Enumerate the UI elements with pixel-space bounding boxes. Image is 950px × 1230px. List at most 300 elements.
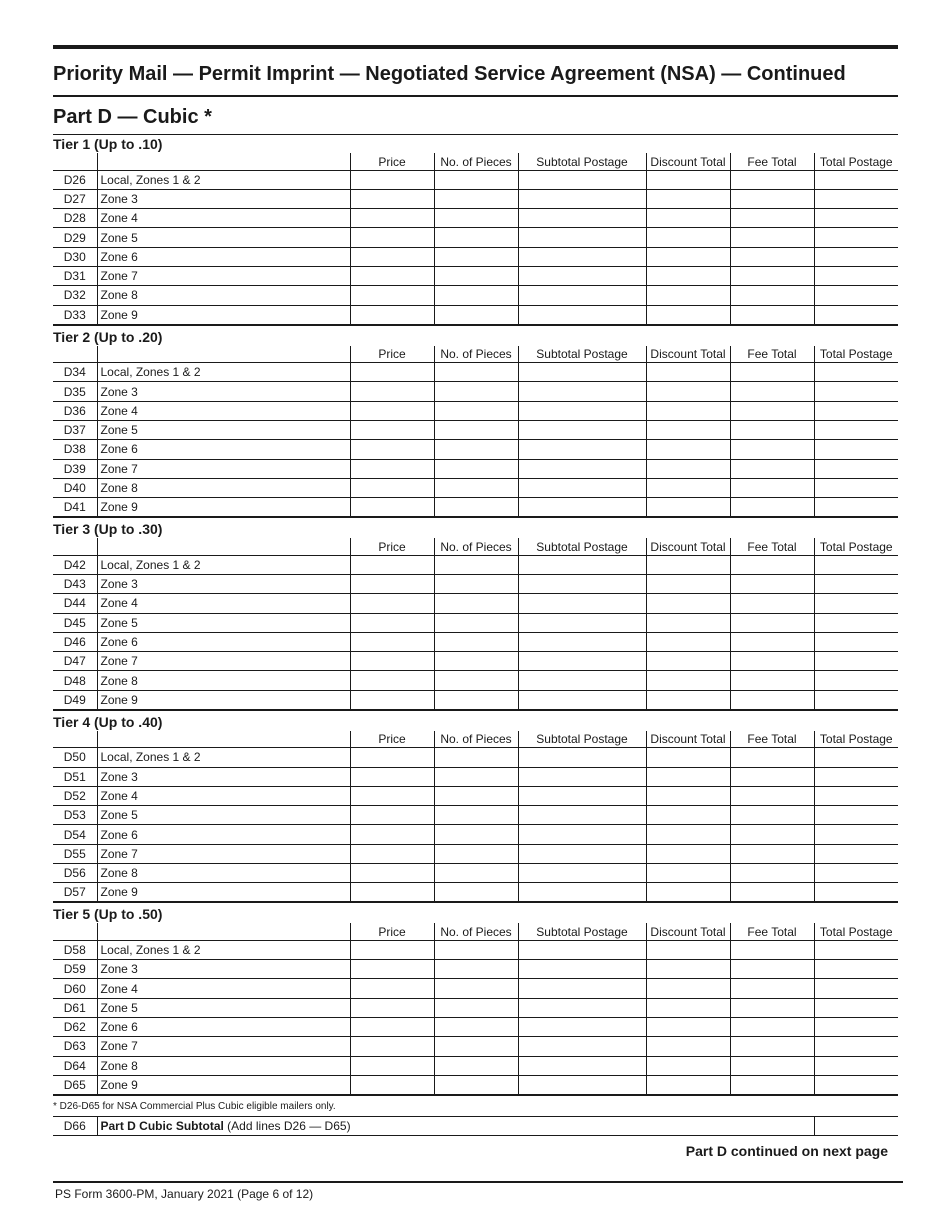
- line-code: D38: [53, 440, 97, 459]
- pieces-cell[interactable]: [434, 786, 518, 805]
- fee-total-cell[interactable]: [730, 1018, 814, 1037]
- subtotal-postage-cell[interactable]: [518, 420, 646, 439]
- pieces-cell[interactable]: [434, 401, 518, 420]
- pieces-cell[interactable]: [434, 671, 518, 690]
- fee-total-cell[interactable]: [730, 209, 814, 228]
- discount-total-cell[interactable]: [646, 864, 730, 883]
- line-code: D62: [53, 1018, 97, 1037]
- fee-total-cell[interactable]: [730, 844, 814, 863]
- pieces-cell[interactable]: [434, 632, 518, 651]
- price-cell[interactable]: [350, 806, 434, 825]
- discount-total-cell[interactable]: [646, 1018, 730, 1037]
- table-row: [53, 555, 898, 574]
- discount-total-cell[interactable]: [646, 478, 730, 497]
- subtotal-postage-cell[interactable]: [518, 440, 646, 459]
- fee-total-cell[interactable]: [730, 440, 814, 459]
- discount-total-cell[interactable]: [646, 420, 730, 439]
- line-code: D42: [53, 555, 97, 574]
- price-cell[interactable]: [350, 1056, 434, 1075]
- total-postage-cell[interactable]: [814, 228, 898, 247]
- fee-total-cell[interactable]: [730, 825, 814, 844]
- subtotal-postage-cell[interactable]: [518, 998, 646, 1017]
- pieces-cell[interactable]: [434, 594, 518, 613]
- table-row: [53, 209, 898, 228]
- total-postage-cell[interactable]: [814, 189, 898, 208]
- page-title: Priority Mail — Permit Imprint — Negotiated Service Agreement (NSA) — Continued: [53, 63, 846, 85]
- price-cell[interactable]: [350, 1037, 434, 1056]
- pieces-cell[interactable]: [434, 998, 518, 1017]
- column-header-price: Price: [350, 153, 434, 170]
- discount-total-cell[interactable]: [646, 632, 730, 651]
- pieces-cell[interactable]: [434, 286, 518, 305]
- subtotal-table: [53, 1117, 898, 1137]
- discount-total-cell[interactable]: [646, 574, 730, 593]
- subtotal-postage-cell[interactable]: [518, 1075, 646, 1095]
- price-cell[interactable]: [350, 382, 434, 401]
- column-header-price: Price: [350, 538, 434, 555]
- pieces-cell[interactable]: [434, 209, 518, 228]
- subtotal-postage-cell[interactable]: [518, 189, 646, 208]
- price-cell[interactable]: [350, 209, 434, 228]
- total-postage-cell[interactable]: [814, 363, 898, 382]
- discount-total-cell[interactable]: [646, 401, 730, 420]
- fee-total-cell[interactable]: [730, 613, 814, 632]
- fee-total-cell[interactable]: [730, 1056, 814, 1075]
- footnote: * D26-D65 for NSA Commercial Plus Cubic eligible mailers only.: [53, 1096, 898, 1117]
- price-cell[interactable]: [350, 1075, 434, 1095]
- column-header-subtotal-postage: Subtotal Postage: [518, 538, 646, 555]
- subtotal-postage-cell[interactable]: [518, 960, 646, 979]
- price-cell[interactable]: [350, 266, 434, 285]
- pieces-cell[interactable]: [434, 498, 518, 518]
- total-postage-cell[interactable]: [814, 555, 898, 574]
- pieces-cell[interactable]: [434, 748, 518, 767]
- discount-total-cell[interactable]: [646, 825, 730, 844]
- total-postage-cell[interactable]: [814, 478, 898, 497]
- price-cell[interactable]: [350, 652, 434, 671]
- line-label: Zone 8: [97, 286, 350, 305]
- total-postage-cell[interactable]: [814, 979, 898, 998]
- pieces-cell[interactable]: [434, 690, 518, 710]
- table-row: [53, 1056, 898, 1075]
- price-cell[interactable]: [350, 555, 434, 574]
- subtotal-postage-cell[interactable]: [518, 806, 646, 825]
- fee-total-cell[interactable]: [730, 401, 814, 420]
- total-postage-cell[interactable]: [814, 632, 898, 651]
- subtotal-postage-cell[interactable]: [518, 844, 646, 863]
- total-postage-cell[interactable]: [814, 1037, 898, 1056]
- discount-total-cell[interactable]: [646, 613, 730, 632]
- subtotal-postage-cell[interactable]: [518, 767, 646, 786]
- price-cell[interactable]: [350, 170, 434, 189]
- discount-total-cell[interactable]: [646, 228, 730, 247]
- total-postage-cell[interactable]: [814, 170, 898, 189]
- line-label: Zone 4: [97, 594, 350, 613]
- price-cell[interactable]: [350, 440, 434, 459]
- line-code: D30: [53, 247, 97, 266]
- fee-total-cell[interactable]: [730, 266, 814, 285]
- discount-total-cell[interactable]: [646, 690, 730, 710]
- total-postage-cell[interactable]: [814, 305, 898, 325]
- subtotal-total-cell[interactable]: [814, 1117, 898, 1136]
- subtotal-postage-cell[interactable]: [518, 555, 646, 574]
- total-postage-cell[interactable]: [814, 613, 898, 632]
- total-postage-cell[interactable]: [814, 940, 898, 959]
- discount-total-cell[interactable]: [646, 940, 730, 959]
- price-cell[interactable]: [350, 844, 434, 863]
- price-cell[interactable]: [350, 767, 434, 786]
- subtotal-postage-cell[interactable]: [518, 459, 646, 478]
- subtotal-postage-cell[interactable]: [518, 690, 646, 710]
- total-postage-cell[interactable]: [814, 401, 898, 420]
- total-postage-cell[interactable]: [814, 1018, 898, 1037]
- price-cell[interactable]: [350, 613, 434, 632]
- pieces-cell[interactable]: [434, 574, 518, 593]
- total-postage-cell[interactable]: [814, 960, 898, 979]
- pieces-cell[interactable]: [434, 363, 518, 382]
- subtotal-postage-cell[interactable]: [518, 228, 646, 247]
- pieces-cell[interactable]: [434, 189, 518, 208]
- price-cell[interactable]: [350, 883, 434, 903]
- discount-total-cell[interactable]: [646, 189, 730, 208]
- total-postage-cell[interactable]: [814, 652, 898, 671]
- price-cell[interactable]: [350, 420, 434, 439]
- price-cell[interactable]: [350, 228, 434, 247]
- discount-total-cell[interactable]: [646, 594, 730, 613]
- price-cell[interactable]: [350, 960, 434, 979]
- subtotal-postage-cell[interactable]: [518, 671, 646, 690]
- price-cell[interactable]: [350, 286, 434, 305]
- header-blank: [97, 538, 350, 555]
- subtotal-postage-cell[interactable]: [518, 286, 646, 305]
- price-cell[interactable]: [350, 247, 434, 266]
- fee-total-cell[interactable]: [730, 1075, 814, 1095]
- fee-total-cell[interactable]: [730, 748, 814, 767]
- fee-total-cell[interactable]: [730, 767, 814, 786]
- fee-total-cell[interactable]: [730, 1037, 814, 1056]
- table-row: [53, 613, 898, 632]
- price-cell[interactable]: [350, 864, 434, 883]
- price-cell[interactable]: [350, 305, 434, 325]
- tier-title: Tier 4 (Up to .40): [53, 713, 163, 730]
- total-postage-cell[interactable]: [814, 459, 898, 478]
- line-label: Zone 3: [97, 960, 350, 979]
- price-cell[interactable]: [350, 940, 434, 959]
- fee-total-cell[interactable]: [730, 594, 814, 613]
- price-cell[interactable]: [350, 459, 434, 478]
- discount-total-cell[interactable]: [646, 555, 730, 574]
- fee-total-cell[interactable]: [730, 555, 814, 574]
- column-header-total-postage: Total Postage: [814, 538, 898, 555]
- total-postage-cell[interactable]: [814, 286, 898, 305]
- fee-total-cell[interactable]: [730, 786, 814, 805]
- subtotal-postage-cell[interactable]: [518, 363, 646, 382]
- discount-total-cell[interactable]: [646, 748, 730, 767]
- total-postage-cell[interactable]: [814, 671, 898, 690]
- line-label: Zone 9: [97, 305, 350, 325]
- column-header-fee-total: Fee Total: [730, 538, 814, 555]
- price-cell[interactable]: [350, 979, 434, 998]
- discount-total-cell[interactable]: [646, 671, 730, 690]
- fee-total-cell[interactable]: [730, 420, 814, 439]
- column-header-total-postage: Total Postage: [814, 731, 898, 748]
- discount-total-cell[interactable]: [646, 767, 730, 786]
- subtotal-postage-cell[interactable]: [518, 498, 646, 518]
- fee-total-cell[interactable]: [730, 189, 814, 208]
- price-cell[interactable]: [350, 478, 434, 497]
- tier-section: [53, 328, 898, 519]
- fee-total-cell[interactable]: [730, 382, 814, 401]
- discount-total-cell[interactable]: [646, 440, 730, 459]
- subtotal-postage-cell[interactable]: [518, 748, 646, 767]
- pieces-cell[interactable]: [434, 613, 518, 632]
- total-postage-cell[interactable]: [814, 864, 898, 883]
- fee-total-cell[interactable]: [730, 286, 814, 305]
- price-cell[interactable]: [350, 1018, 434, 1037]
- fee-total-cell[interactable]: [730, 170, 814, 189]
- discount-total-cell[interactable]: [646, 979, 730, 998]
- discount-total-cell[interactable]: [646, 1056, 730, 1075]
- table-row: [53, 998, 898, 1017]
- fee-total-cell[interactable]: [730, 305, 814, 325]
- fee-total-cell[interactable]: [730, 228, 814, 247]
- tiers-container: [53, 135, 898, 1096]
- discount-total-cell[interactable]: [646, 960, 730, 979]
- header-blank: [53, 923, 97, 940]
- total-postage-cell[interactable]: [814, 883, 898, 903]
- line-label: Zone 7: [97, 266, 350, 285]
- pieces-cell[interactable]: [434, 228, 518, 247]
- column-header-discount-total: Discount Total: [646, 153, 730, 170]
- fee-total-cell[interactable]: [730, 574, 814, 593]
- pieces-cell[interactable]: [434, 1018, 518, 1037]
- price-cell[interactable]: [350, 998, 434, 1017]
- subtotal-postage-cell[interactable]: [518, 652, 646, 671]
- table-row: [53, 478, 898, 497]
- pieces-cell[interactable]: [434, 1056, 518, 1075]
- pieces-cell[interactable]: [434, 440, 518, 459]
- fee-total-cell[interactable]: [730, 998, 814, 1017]
- fee-total-cell[interactable]: [730, 247, 814, 266]
- discount-total-cell[interactable]: [646, 844, 730, 863]
- line-code: D27: [53, 189, 97, 208]
- line-code: D40: [53, 478, 97, 497]
- discount-total-cell[interactable]: [646, 883, 730, 903]
- column-header-row: [53, 731, 898, 748]
- total-postage-cell[interactable]: [814, 420, 898, 439]
- tier-section: [53, 713, 898, 904]
- total-postage-cell[interactable]: [814, 690, 898, 710]
- fee-total-cell[interactable]: [730, 478, 814, 497]
- price-cell[interactable]: [350, 594, 434, 613]
- table-row: [53, 864, 898, 883]
- pieces-cell[interactable]: [434, 247, 518, 266]
- discount-total-cell[interactable]: [646, 286, 730, 305]
- table-row: [53, 671, 898, 690]
- price-cell[interactable]: [350, 189, 434, 208]
- pieces-cell[interactable]: [434, 420, 518, 439]
- pieces-cell[interactable]: [434, 825, 518, 844]
- table-row: [53, 189, 898, 208]
- discount-total-cell[interactable]: [646, 998, 730, 1017]
- fee-total-cell[interactable]: [730, 632, 814, 651]
- pieces-cell[interactable]: [434, 864, 518, 883]
- fee-total-cell[interactable]: [730, 652, 814, 671]
- line-label: Zone 5: [97, 613, 350, 632]
- pieces-cell[interactable]: [434, 555, 518, 574]
- total-postage-cell[interactable]: [814, 574, 898, 593]
- price-cell[interactable]: [350, 632, 434, 651]
- pieces-cell[interactable]: [434, 1037, 518, 1056]
- table-row: [53, 247, 898, 266]
- price-cell[interactable]: [350, 671, 434, 690]
- subtotal-postage-cell[interactable]: [518, 1056, 646, 1075]
- subtotal-postage-cell[interactable]: [518, 266, 646, 285]
- discount-total-cell[interactable]: [646, 1037, 730, 1056]
- price-cell[interactable]: [350, 363, 434, 382]
- subtotal-postage-cell[interactable]: [518, 247, 646, 266]
- fee-total-cell[interactable]: [730, 979, 814, 998]
- pieces-cell[interactable]: [434, 459, 518, 478]
- tier-section: [53, 135, 898, 326]
- pieces-cell[interactable]: [434, 806, 518, 825]
- fee-total-cell[interactable]: [730, 459, 814, 478]
- column-header-price: Price: [350, 923, 434, 940]
- line-label: Zone 9: [97, 883, 350, 903]
- discount-total-cell[interactable]: [646, 209, 730, 228]
- subtotal-postage-cell[interactable]: [518, 594, 646, 613]
- subtotal-postage-cell[interactable]: [518, 883, 646, 903]
- fee-total-cell[interactable]: [730, 940, 814, 959]
- fee-total-cell[interactable]: [730, 960, 814, 979]
- subtotal-postage-cell[interactable]: [518, 382, 646, 401]
- discount-total-cell[interactable]: [646, 363, 730, 382]
- subtotal-postage-cell[interactable]: [518, 825, 646, 844]
- line-code: D26: [53, 170, 97, 189]
- subtotal-postage-cell[interactable]: [518, 401, 646, 420]
- total-postage-cell[interactable]: [814, 498, 898, 518]
- fee-total-cell[interactable]: [730, 671, 814, 690]
- pieces-cell[interactable]: [434, 979, 518, 998]
- pieces-cell[interactable]: [434, 844, 518, 863]
- pieces-cell[interactable]: [434, 652, 518, 671]
- table-row: [53, 748, 898, 767]
- total-postage-cell[interactable]: [814, 209, 898, 228]
- pieces-cell[interactable]: [434, 305, 518, 325]
- table-row: [53, 690, 898, 710]
- subtotal-postage-cell[interactable]: [518, 305, 646, 325]
- total-postage-cell[interactable]: [814, 844, 898, 863]
- table-row: [53, 574, 898, 593]
- total-postage-cell[interactable]: [814, 1056, 898, 1075]
- line-label: Zone 4: [97, 401, 350, 420]
- subtotal-postage-cell[interactable]: [518, 864, 646, 883]
- fee-total-cell[interactable]: [730, 690, 814, 710]
- total-postage-cell[interactable]: [814, 440, 898, 459]
- total-postage-cell[interactable]: [814, 767, 898, 786]
- subtotal-postage-cell[interactable]: [518, 613, 646, 632]
- pieces-cell[interactable]: [434, 1075, 518, 1095]
- column-header-discount-total: Discount Total: [646, 346, 730, 363]
- discount-total-cell[interactable]: [646, 170, 730, 189]
- price-cell[interactable]: [350, 690, 434, 710]
- line-label: Zone 6: [97, 1018, 350, 1037]
- subtotal-postage-cell[interactable]: [518, 209, 646, 228]
- pieces-cell[interactable]: [434, 478, 518, 497]
- line-label: Zone 4: [97, 786, 350, 805]
- subtotal-postage-cell[interactable]: [518, 170, 646, 189]
- subtotal-postage-cell[interactable]: [518, 979, 646, 998]
- fee-total-cell[interactable]: [730, 864, 814, 883]
- total-postage-cell[interactable]: [814, 998, 898, 1017]
- discount-total-cell[interactable]: [646, 305, 730, 325]
- subtotal-postage-cell[interactable]: [518, 940, 646, 959]
- total-postage-cell[interactable]: [814, 786, 898, 805]
- line-code: D28: [53, 209, 97, 228]
- total-postage-cell[interactable]: [814, 806, 898, 825]
- total-postage-cell[interactable]: [814, 748, 898, 767]
- discount-total-cell[interactable]: [646, 652, 730, 671]
- price-cell[interactable]: [350, 574, 434, 593]
- fee-total-cell[interactable]: [730, 806, 814, 825]
- discount-total-cell[interactable]: [646, 247, 730, 266]
- subtotal-postage-cell[interactable]: [518, 1018, 646, 1037]
- total-postage-cell[interactable]: [814, 825, 898, 844]
- line-label: Zone 7: [97, 1037, 350, 1056]
- subtotal-postage-cell[interactable]: [518, 632, 646, 651]
- table-row: [53, 498, 898, 518]
- line-code: D36: [53, 401, 97, 420]
- discount-total-cell[interactable]: [646, 806, 730, 825]
- discount-total-cell[interactable]: [646, 382, 730, 401]
- line-code: D39: [53, 459, 97, 478]
- pieces-cell[interactable]: [434, 940, 518, 959]
- total-postage-cell[interactable]: [814, 247, 898, 266]
- total-postage-cell[interactable]: [814, 382, 898, 401]
- tier-table: [53, 153, 898, 326]
- subtotal-postage-cell[interactable]: [518, 574, 646, 593]
- pieces-cell[interactable]: [434, 382, 518, 401]
- subtotal-postage-cell[interactable]: [518, 478, 646, 497]
- total-postage-cell[interactable]: [814, 594, 898, 613]
- price-cell[interactable]: [350, 498, 434, 518]
- discount-total-cell[interactable]: [646, 498, 730, 518]
- price-cell[interactable]: [350, 748, 434, 767]
- total-postage-cell[interactable]: [814, 266, 898, 285]
- pieces-cell[interactable]: [434, 170, 518, 189]
- discount-total-cell[interactable]: [646, 459, 730, 478]
- price-cell[interactable]: [350, 401, 434, 420]
- pieces-cell[interactable]: [434, 883, 518, 903]
- total-postage-cell[interactable]: [814, 1075, 898, 1095]
- subtotal-postage-cell[interactable]: [518, 786, 646, 805]
- price-cell[interactable]: [350, 786, 434, 805]
- tier-title: Tier 2 (Up to .20): [53, 328, 163, 345]
- discount-total-cell[interactable]: [646, 266, 730, 285]
- table-row: [53, 979, 898, 998]
- pieces-cell[interactable]: [434, 960, 518, 979]
- price-cell[interactable]: [350, 825, 434, 844]
- fee-total-cell[interactable]: [730, 363, 814, 382]
- fee-total-cell[interactable]: [730, 883, 814, 903]
- discount-total-cell[interactable]: [646, 786, 730, 805]
- fee-total-cell[interactable]: [730, 498, 814, 518]
- subtotal-postage-cell[interactable]: [518, 1037, 646, 1056]
- line-label: Local, Zones 1 & 2: [97, 940, 350, 959]
- discount-total-cell[interactable]: [646, 1075, 730, 1095]
- pieces-cell[interactable]: [434, 266, 518, 285]
- pieces-cell[interactable]: [434, 767, 518, 786]
